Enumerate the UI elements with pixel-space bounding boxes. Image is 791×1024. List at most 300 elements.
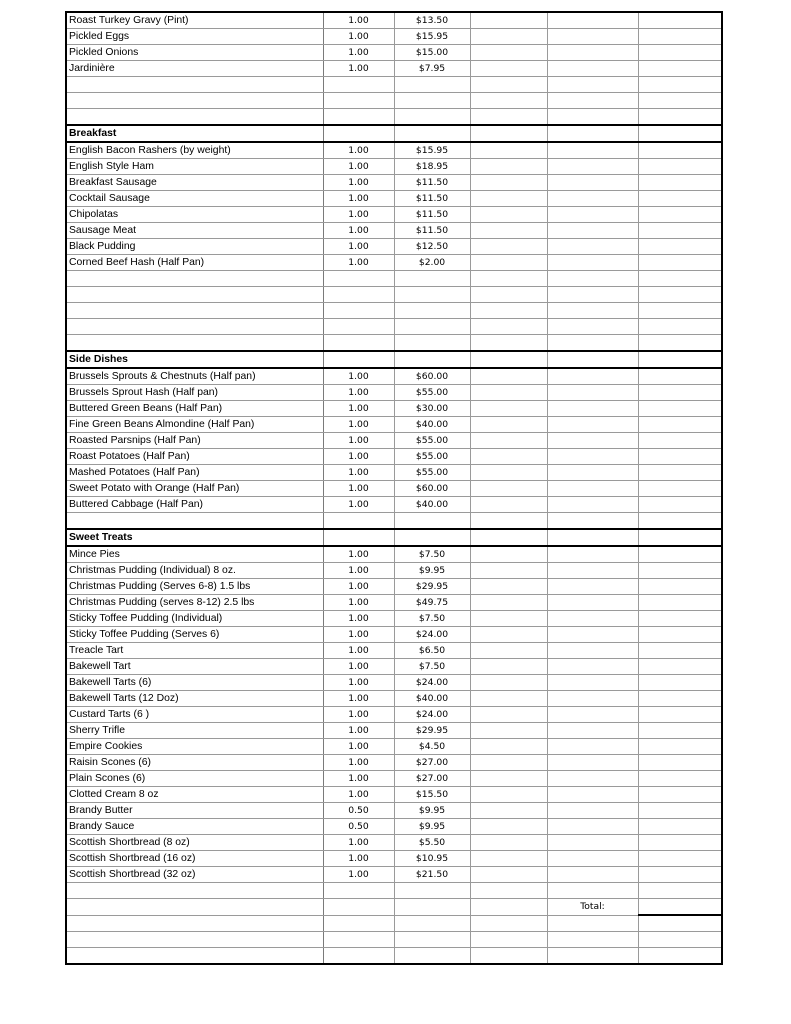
- extra-cell[interactable]: [547, 723, 638, 739]
- quantity-cell[interactable]: 1.00: [323, 239, 394, 255]
- quantity-cell[interactable]: 1.00: [323, 723, 394, 739]
- empty-cell[interactable]: [323, 287, 394, 303]
- table-row: [66, 368, 722, 385]
- empty-cell[interactable]: [66, 303, 323, 319]
- empty-cell[interactable]: [547, 303, 638, 319]
- empty-cell[interactable]: [547, 109, 638, 126]
- empty-cell[interactable]: [66, 513, 323, 530]
- price-cell: $11.50: [394, 175, 470, 191]
- price-cell: $60.00: [394, 368, 470, 385]
- empty-cell[interactable]: [470, 77, 547, 93]
- empty-cell[interactable]: [547, 335, 638, 352]
- price-cell: $40.00: [394, 417, 470, 433]
- empty-cell[interactable]: [470, 319, 547, 335]
- quantity-cell[interactable]: 1.00: [323, 611, 394, 627]
- extra-cell[interactable]: [470, 61, 547, 77]
- extra-cell[interactable]: [470, 707, 547, 723]
- extra-cell[interactable]: [547, 368, 638, 385]
- extra-cell[interactable]: [547, 691, 638, 707]
- extra-cell[interactable]: [470, 45, 547, 61]
- price-cell: $21.50: [394, 867, 470, 883]
- quantity-cell[interactable]: 1.00: [323, 771, 394, 787]
- section-header-row: [66, 125, 722, 142]
- quantity-cell[interactable]: 1.00: [323, 61, 394, 77]
- extra-cell[interactable]: [547, 29, 638, 45]
- quantity-cell[interactable]: 1.00: [323, 546, 394, 563]
- line-total-cell: [638, 787, 722, 803]
- empty-cell: [394, 125, 470, 142]
- extra-cell[interactable]: [470, 29, 547, 45]
- empty-cell[interactable]: [638, 287, 722, 303]
- empty-cell[interactable]: [394, 915, 470, 932]
- empty-cell[interactable]: [394, 335, 470, 352]
- extra-cell[interactable]: [470, 12, 547, 29]
- extra-cell[interactable]: [547, 643, 638, 659]
- price-cell: $15.00: [394, 45, 470, 61]
- empty-cell[interactable]: [470, 287, 547, 303]
- total-value-cell: [638, 899, 722, 916]
- extra-cell[interactable]: [547, 707, 638, 723]
- empty-cell[interactable]: [66, 948, 323, 965]
- extra-cell[interactable]: [470, 835, 547, 851]
- price-cell: $29.95: [394, 723, 470, 739]
- quantity-cell[interactable]: 1.00: [323, 159, 394, 175]
- item-name-cell: Empire Cookies: [66, 739, 323, 755]
- line-total-cell: [638, 627, 722, 643]
- table-row: [66, 433, 722, 449]
- empty-cell[interactable]: [638, 948, 722, 965]
- quantity-cell[interactable]: 1.00: [323, 851, 394, 867]
- quantity-cell[interactable]: 1.00: [323, 579, 394, 595]
- empty-cell[interactable]: [394, 271, 470, 287]
- extra-cell[interactable]: [547, 159, 638, 175]
- item-name-cell: Jardinière: [66, 61, 323, 77]
- table-row: [66, 819, 722, 835]
- extra-cell[interactable]: [547, 433, 638, 449]
- extra-cell[interactable]: [470, 627, 547, 643]
- empty-cell[interactable]: [323, 932, 394, 948]
- empty-cell[interactable]: [394, 109, 470, 126]
- item-name-cell: Mashed Potatoes (Half Pan): [66, 465, 323, 481]
- empty-cell[interactable]: [66, 271, 323, 287]
- empty-cell[interactable]: [638, 271, 722, 287]
- item-name-cell: Buttered Cabbage (Half Pan): [66, 497, 323, 513]
- extra-cell[interactable]: [547, 579, 638, 595]
- empty-cell[interactable]: [547, 932, 638, 948]
- extra-cell[interactable]: [470, 723, 547, 739]
- extra-cell[interactable]: [470, 239, 547, 255]
- extra-cell[interactable]: [547, 835, 638, 851]
- extra-cell[interactable]: [547, 851, 638, 867]
- extra-cell[interactable]: [470, 803, 547, 819]
- empty-cell[interactable]: [66, 109, 323, 126]
- line-total-cell: [638, 579, 722, 595]
- extra-cell[interactable]: [547, 627, 638, 643]
- empty-cell[interactable]: [323, 93, 394, 109]
- empty-cell: [394, 351, 470, 368]
- empty-cell[interactable]: [323, 109, 394, 126]
- quantity-cell[interactable]: 1.00: [323, 401, 394, 417]
- quantity-cell[interactable]: 1.00: [323, 707, 394, 723]
- table-row: [66, 755, 722, 771]
- quantity-cell[interactable]: 1.00: [323, 755, 394, 771]
- extra-cell[interactable]: [547, 803, 638, 819]
- table-row: [66, 142, 722, 159]
- table-row: [66, 239, 722, 255]
- quantity-cell[interactable]: 1.00: [323, 867, 394, 883]
- price-cell: $7.95: [394, 61, 470, 77]
- empty-cell[interactable]: [470, 93, 547, 109]
- quantity-cell[interactable]: 1.00: [323, 29, 394, 45]
- price-cell: $24.00: [394, 675, 470, 691]
- empty-cell[interactable]: [547, 513, 638, 530]
- quantity-cell[interactable]: 1.00: [323, 835, 394, 851]
- empty-cell: [394, 899, 470, 916]
- quantity-cell[interactable]: 1.00: [323, 739, 394, 755]
- line-total-cell: [638, 401, 722, 417]
- price-cell: $29.95: [394, 579, 470, 595]
- extra-cell[interactable]: [470, 417, 547, 433]
- extra-cell[interactable]: [470, 175, 547, 191]
- extra-cell[interactable]: [547, 401, 638, 417]
- empty-cell[interactable]: [470, 109, 547, 126]
- empty-cell[interactable]: [394, 319, 470, 335]
- quantity-cell[interactable]: 1.00: [323, 787, 394, 803]
- empty-cell[interactable]: [323, 513, 394, 530]
- empty-cell[interactable]: [323, 335, 394, 352]
- total-row: [66, 899, 722, 916]
- section-header-row: [66, 351, 722, 368]
- extra-cell[interactable]: [470, 401, 547, 417]
- quantity-cell[interactable]: 1.00: [323, 595, 394, 611]
- empty-cell[interactable]: [470, 915, 547, 932]
- empty-cell[interactable]: [547, 319, 638, 335]
- extra-cell[interactable]: [547, 449, 638, 465]
- extra-cell[interactable]: [547, 255, 638, 271]
- extra-cell[interactable]: [547, 497, 638, 513]
- line-total-cell: [638, 191, 722, 207]
- extra-cell[interactable]: [547, 12, 638, 29]
- item-name-cell: Corned Beef Hash (Half Pan): [66, 255, 323, 271]
- empty-cell[interactable]: [470, 932, 547, 948]
- line-total-cell: [638, 867, 722, 883]
- empty-cell[interactable]: [66, 287, 323, 303]
- extra-cell[interactable]: [470, 659, 547, 675]
- empty-cell[interactable]: [394, 77, 470, 93]
- extra-cell[interactable]: [547, 207, 638, 223]
- extra-cell[interactable]: [470, 563, 547, 579]
- table-row: [66, 207, 722, 223]
- quantity-cell[interactable]: 1.00: [323, 643, 394, 659]
- quantity-cell[interactable]: 1.00: [323, 223, 394, 239]
- empty-cell[interactable]: [66, 335, 323, 352]
- extra-cell[interactable]: [470, 142, 547, 159]
- extra-cell[interactable]: [470, 595, 547, 611]
- extra-cell[interactable]: [470, 851, 547, 867]
- quantity-cell[interactable]: 1.00: [323, 175, 394, 191]
- empty-cell[interactable]: [323, 883, 394, 899]
- empty-cell[interactable]: [547, 915, 638, 932]
- item-name-cell: Pickled Onions: [66, 45, 323, 61]
- extra-cell[interactable]: [470, 739, 547, 755]
- table-row: [66, 675, 722, 691]
- line-total-cell: [638, 497, 722, 513]
- extra-cell[interactable]: [547, 675, 638, 691]
- empty-cell[interactable]: [470, 948, 547, 965]
- line-total-cell: [638, 819, 722, 835]
- quantity-cell[interactable]: 1.00: [323, 675, 394, 691]
- table-row: [66, 707, 722, 723]
- extra-cell[interactable]: [470, 465, 547, 481]
- empty-cell[interactable]: [323, 948, 394, 965]
- empty-cell[interactable]: [638, 93, 722, 109]
- item-name-cell: Roast Turkey Gravy (Pint): [66, 12, 323, 29]
- empty-cell[interactable]: [638, 109, 722, 126]
- item-name-cell: Sausage Meat: [66, 223, 323, 239]
- table-row: [66, 835, 722, 851]
- item-name-cell: Breakfast Sausage: [66, 175, 323, 191]
- empty-cell[interactable]: [66, 93, 323, 109]
- line-total-cell: [638, 142, 722, 159]
- empty-cell[interactable]: [638, 77, 722, 93]
- line-total-cell: [638, 433, 722, 449]
- item-name-cell: Bakewell Tarts (6): [66, 675, 323, 691]
- blank-row: [66, 883, 722, 899]
- extra-cell[interactable]: [547, 787, 638, 803]
- quantity-cell[interactable]: 0.50: [323, 803, 394, 819]
- line-total-cell: [638, 723, 722, 739]
- price-cell: $40.00: [394, 691, 470, 707]
- item-name-cell: Scottish Shortbread (8 oz): [66, 835, 323, 851]
- item-name-cell: Chipolatas: [66, 207, 323, 223]
- price-cell: $7.50: [394, 546, 470, 563]
- empty-cell[interactable]: [547, 948, 638, 965]
- quantity-cell[interactable]: 1.00: [323, 691, 394, 707]
- empty-cell[interactable]: [638, 883, 722, 899]
- empty-cell: [470, 529, 547, 546]
- empty-cell[interactable]: [547, 93, 638, 109]
- extra-cell[interactable]: [470, 867, 547, 883]
- quantity-cell[interactable]: 1.00: [323, 449, 394, 465]
- quantity-cell[interactable]: 1.00: [323, 627, 394, 643]
- table-row: [66, 497, 722, 513]
- empty-cell[interactable]: [394, 93, 470, 109]
- empty-cell[interactable]: [470, 513, 547, 530]
- extra-cell[interactable]: [470, 643, 547, 659]
- quantity-cell[interactable]: 0.50: [323, 819, 394, 835]
- quantity-cell[interactable]: 1.00: [323, 433, 394, 449]
- price-cell: $30.00: [394, 401, 470, 417]
- quantity-cell[interactable]: 1.00: [323, 368, 394, 385]
- empty-cell[interactable]: [394, 932, 470, 948]
- blank-row: [66, 335, 722, 352]
- item-name-cell: Cocktail Sausage: [66, 191, 323, 207]
- quantity-cell[interactable]: 1.00: [323, 465, 394, 481]
- extra-cell[interactable]: [547, 867, 638, 883]
- empty-cell[interactable]: [638, 303, 722, 319]
- price-cell: $55.00: [394, 385, 470, 401]
- extra-cell[interactable]: [547, 771, 638, 787]
- table-row: [66, 465, 722, 481]
- table-row: [66, 175, 722, 191]
- extra-cell[interactable]: [547, 239, 638, 255]
- empty-cell[interactable]: [394, 287, 470, 303]
- line-total-cell: [638, 223, 722, 239]
- extra-cell[interactable]: [470, 385, 547, 401]
- item-name-cell: Pickled Eggs: [66, 29, 323, 45]
- empty-cell[interactable]: [638, 915, 722, 932]
- extra-cell[interactable]: [547, 142, 638, 159]
- line-total-cell: [638, 563, 722, 579]
- item-name-cell: Christmas Pudding (Individual) 8 oz.: [66, 563, 323, 579]
- table-row: [66, 739, 722, 755]
- extra-cell[interactable]: [470, 675, 547, 691]
- quantity-cell[interactable]: 1.00: [323, 417, 394, 433]
- quantity-cell[interactable]: 1.00: [323, 659, 394, 675]
- extra-cell[interactable]: [547, 175, 638, 191]
- empty-cell[interactable]: [470, 303, 547, 319]
- extra-cell[interactable]: [470, 223, 547, 239]
- empty-cell: [66, 899, 323, 916]
- empty-cell[interactable]: [470, 335, 547, 352]
- extra-cell[interactable]: [470, 819, 547, 835]
- empty-cell[interactable]: [66, 319, 323, 335]
- extra-cell[interactable]: [470, 449, 547, 465]
- section-title: Breakfast: [66, 125, 323, 142]
- quantity-cell[interactable]: 1.00: [323, 207, 394, 223]
- extra-cell[interactable]: [470, 191, 547, 207]
- empty-cell[interactable]: [66, 932, 323, 948]
- extra-cell[interactable]: [547, 755, 638, 771]
- line-total-cell: [638, 851, 722, 867]
- line-total-cell: [638, 643, 722, 659]
- price-cell: $12.50: [394, 239, 470, 255]
- item-name-cell: Brussels Sprout Hash (Half pan): [66, 385, 323, 401]
- empty-cell[interactable]: [323, 271, 394, 287]
- price-cell: $7.50: [394, 659, 470, 675]
- extra-cell[interactable]: [470, 481, 547, 497]
- empty-cell: [638, 351, 722, 368]
- extra-cell[interactable]: [547, 465, 638, 481]
- extra-cell[interactable]: [470, 755, 547, 771]
- line-total-cell: [638, 546, 722, 563]
- extra-cell[interactable]: [470, 611, 547, 627]
- quantity-cell[interactable]: 1.00: [323, 385, 394, 401]
- empty-cell[interactable]: [470, 883, 547, 899]
- empty-cell[interactable]: [638, 932, 722, 948]
- extra-cell[interactable]: [470, 159, 547, 175]
- empty-cell[interactable]: [323, 915, 394, 932]
- quantity-cell[interactable]: 1.00: [323, 191, 394, 207]
- table-row: [66, 627, 722, 643]
- extra-cell[interactable]: [547, 595, 638, 611]
- extra-cell[interactable]: [547, 45, 638, 61]
- extra-cell[interactable]: [470, 497, 547, 513]
- price-cell: $4.50: [394, 739, 470, 755]
- extra-cell[interactable]: [547, 563, 638, 579]
- empty-cell: [470, 899, 547, 916]
- table-row: [66, 867, 722, 883]
- extra-cell[interactable]: [470, 368, 547, 385]
- line-total-cell: [638, 755, 722, 771]
- blank-row: [66, 109, 722, 126]
- extra-cell[interactable]: [470, 579, 547, 595]
- line-total-cell: [638, 417, 722, 433]
- empty-cell[interactable]: [66, 883, 323, 899]
- quantity-cell[interactable]: 1.00: [323, 142, 394, 159]
- empty-cell[interactable]: [638, 319, 722, 335]
- extra-cell[interactable]: [547, 191, 638, 207]
- item-name-cell: Plain Scones (6): [66, 771, 323, 787]
- line-total-cell: [638, 175, 722, 191]
- empty-cell[interactable]: [323, 319, 394, 335]
- extra-cell[interactable]: [547, 659, 638, 675]
- empty-cell[interactable]: [638, 335, 722, 352]
- empty-cell[interactable]: [66, 915, 323, 932]
- extra-cell[interactable]: [470, 787, 547, 803]
- extra-cell[interactable]: [470, 255, 547, 271]
- empty-cell[interactable]: [394, 948, 470, 965]
- table-row: [66, 643, 722, 659]
- empty-cell[interactable]: [547, 287, 638, 303]
- line-total-cell: [638, 675, 722, 691]
- empty-cell[interactable]: [638, 513, 722, 530]
- extra-cell[interactable]: [547, 417, 638, 433]
- extra-cell[interactable]: [470, 691, 547, 707]
- quantity-cell[interactable]: 1.00: [323, 563, 394, 579]
- quantity-cell[interactable]: 1.00: [323, 45, 394, 61]
- price-cell: $40.00: [394, 497, 470, 513]
- extra-cell[interactable]: [547, 223, 638, 239]
- section-title: Sweet Treats: [66, 529, 323, 546]
- item-name-cell: Roast Potatoes (Half Pan): [66, 449, 323, 465]
- item-name-cell: Sweet Potato with Orange (Half Pan): [66, 481, 323, 497]
- extra-cell[interactable]: [547, 385, 638, 401]
- empty-cell[interactable]: [394, 513, 470, 530]
- empty-cell[interactable]: [547, 883, 638, 899]
- extra-cell[interactable]: [547, 61, 638, 77]
- extra-cell[interactable]: [547, 819, 638, 835]
- extra-cell[interactable]: [547, 739, 638, 755]
- empty-cell: [547, 125, 638, 142]
- extra-cell[interactable]: [547, 546, 638, 563]
- extra-cell[interactable]: [470, 207, 547, 223]
- quantity-cell[interactable]: 1.00: [323, 255, 394, 271]
- empty-cell[interactable]: [394, 883, 470, 899]
- quantity-cell[interactable]: 1.00: [323, 12, 394, 29]
- quantity-cell[interactable]: 1.00: [323, 481, 394, 497]
- item-name-cell: Brandy Sauce: [66, 819, 323, 835]
- empty-cell[interactable]: [547, 271, 638, 287]
- empty-cell[interactable]: [323, 77, 394, 93]
- empty-cell[interactable]: [66, 77, 323, 93]
- empty-cell[interactable]: [394, 303, 470, 319]
- line-total-cell: [638, 255, 722, 271]
- blank-row: [66, 303, 722, 319]
- extra-cell[interactable]: [470, 771, 547, 787]
- extra-cell[interactable]: [470, 546, 547, 563]
- empty-cell[interactable]: [323, 303, 394, 319]
- extra-cell[interactable]: [547, 611, 638, 627]
- quantity-cell[interactable]: 1.00: [323, 497, 394, 513]
- price-cell: $13.50: [394, 12, 470, 29]
- extra-cell[interactable]: [547, 481, 638, 497]
- line-total-cell: [638, 61, 722, 77]
- empty-cell[interactable]: [470, 271, 547, 287]
- empty-cell[interactable]: [547, 77, 638, 93]
- table-row: [66, 851, 722, 867]
- extra-cell[interactable]: [470, 433, 547, 449]
